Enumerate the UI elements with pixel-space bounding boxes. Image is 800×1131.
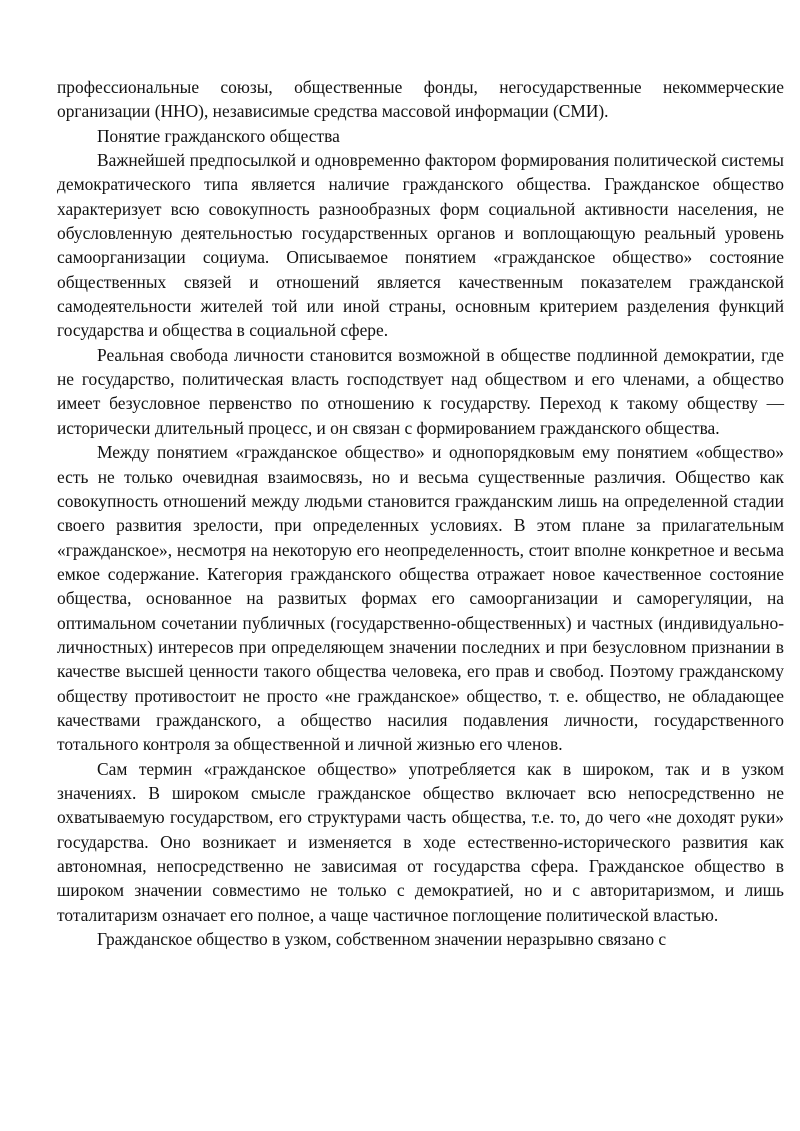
paragraph: Сам термин «гражданское общество» употребляется как в широком, так и в узком значениях. В широком смысле гражданское общество включает всю непосредственно не охватываемую государством, его структурами часть общества, т.е. то, до чего «не доходят руки» государства. Оно возникает и изменяется в ходе естественно-исторического развития как автономная, непосредственно не зависимая от государства сфера. Гражданское общество в широком значении совместимо не только с демократией, но и с авторитаризмом, и лишь тоталитаризм означает его полное, а чаще частичное поглощение политической властью. [57,758,784,925]
paragraph: Важнейшей предпосылкой и одновременно фактором формирования политической системы демократического типа является наличие гражданского общества. Гражданское общество характеризует всю совокупность разнообразных форм социальной активности населения, не обусловленную деятельностью государственных органов и воплощающую реальный уровень самоорганизации социума. Описываемое понятием «гражданское общество» состояние общественных связей и отношений является качественным показателем гражданской самодеятельности жителей той или иной страны, основным критерием разделения функций государства и общества в социальной сфере. [57,150,784,341]
paragraph-truncated: Гражданское общество в узком, собственном значении неразрывно связано с [97,929,667,950]
document-body [57,75,784,951]
paragraph: Между понятием «гражданское общество» и однопорядковым ему понятием «общество» есть не только очевидная взаимосвязь, но и весьма существенные различия. Общество как совокупность отношений между людьми становится гражданским лишь на определенной стадии своего развития зрелости, при определенных условиях. В этом плане за прилагательным «гражданское», несмотря на некоторую его неопределенность, стоит вполне конкретное и весьма емкое содержание. Категория гражданского общества отражает новое качественное состояние общества, основанное на развитых формах его самоорганизации и саморегуляции, на оптимальном сочетании публичных (государственно-общественных) и частных (индивидуально-личностных) интересов при определяющем значении последних и при безусловном признании в качестве высшей ценности такого общества человека, его прав и свобод. Поэтому гражданскому обществу противостоит не просто «не гражданское» общество, т. е. общество, не обладающее качествами гражданского, а общество насилия подавления личности, государственного тотального контроля за общественной и личной жизнью его членов. [57,442,784,755]
section-heading: Понятие гражданского общества [97,125,340,146]
paragraph: Реальная свобода личности становится возможной в обществе подлинной демократии, где не государство, политическая власть господствует над обществом и его членами, а общество имеет безусловное первенство по отношению к государству. Переход к такому обществу — исторически длительный процесс, и он связан с формированием гражданского общества. [57,344,784,438]
paragraph-continuation: профессиональные союзы, общественные фонды, негосударственные некоммерческие организации (ННО), независимые средства массовой информации (СМИ). [57,77,784,122]
